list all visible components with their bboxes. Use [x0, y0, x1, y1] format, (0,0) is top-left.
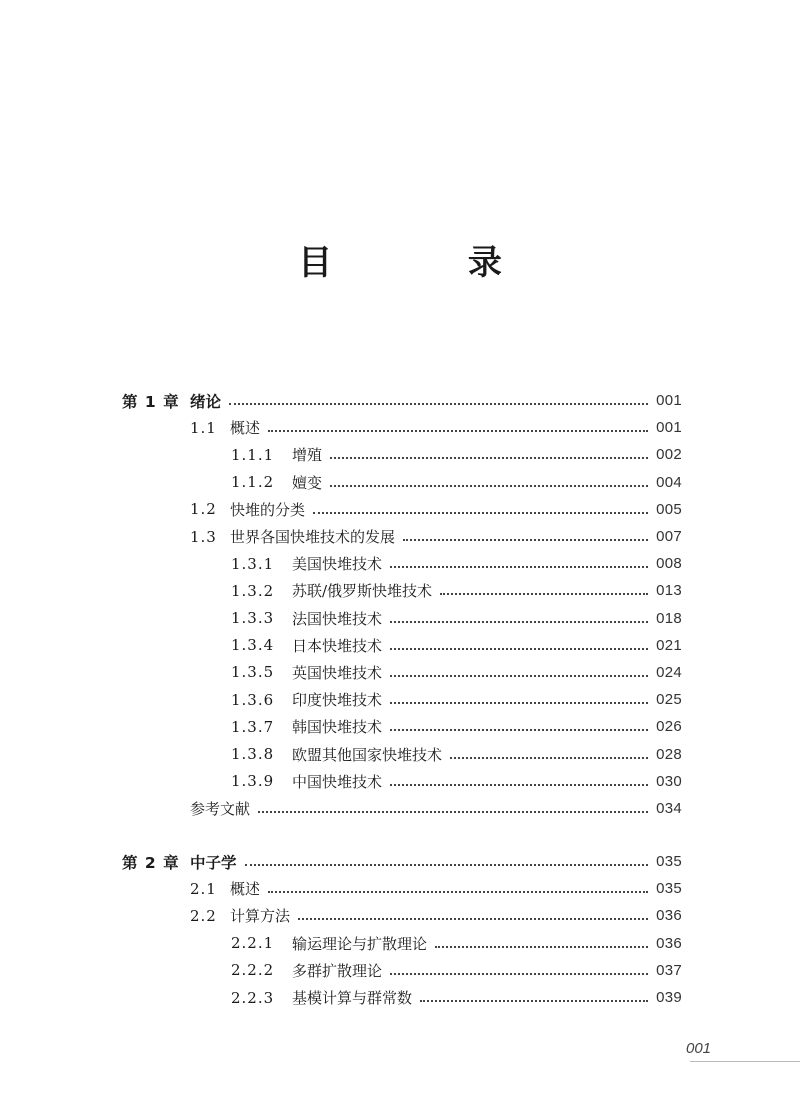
dot-leader: [268, 429, 648, 432]
dot-leader: [390, 620, 648, 623]
toc-page-number: 002: [656, 446, 682, 464]
toc-page-number: 018: [656, 609, 682, 627]
toc-subsection[interactable]: [122, 768, 682, 795]
toc-number: 1.2: [190, 500, 217, 519]
toc-title: 法国快堆技术: [292, 609, 383, 628]
toc-page-number: 025: [656, 691, 682, 709]
dot-leader: [390, 783, 648, 786]
toc-number: 1.3.9: [231, 772, 275, 791]
toc-title: 多群扩散理论: [292, 961, 383, 980]
toc-number: 1.3.5: [231, 663, 275, 682]
toc-title: 快堆的分类: [230, 500, 306, 519]
dot-leader: [298, 917, 648, 920]
toc-title: 日本快堆技术: [292, 636, 383, 655]
toc-page-number: 035: [656, 853, 682, 871]
toc-page-number: 001: [656, 419, 682, 437]
toc-page-number: 007: [656, 528, 682, 546]
toc-section[interactable]: [122, 875, 682, 902]
toc-page-number: 039: [656, 989, 682, 1007]
dot-leader: [313, 511, 648, 514]
dot-leader: [268, 890, 648, 893]
dot-leader: [390, 674, 648, 677]
toc-title: 参考文献: [190, 799, 251, 818]
toc-page-number: 021: [656, 636, 682, 654]
toc-page-number: 034: [656, 799, 682, 817]
toc-number: 2.2: [190, 906, 217, 925]
toc-section[interactable]: [122, 496, 682, 523]
toc-title: 中子学: [190, 853, 237, 872]
toc-title: 美国快堆技术: [292, 555, 383, 574]
toc-title: 韩国快堆技术: [292, 718, 383, 737]
dot-leader: [390, 728, 648, 731]
toc-page-number: 028: [656, 745, 682, 763]
toc-number: 2.2.1: [231, 934, 275, 953]
toc-subsection[interactable]: [122, 659, 682, 686]
toc-section[interactable]: [122, 902, 682, 929]
toc-title: 增殖: [292, 446, 323, 465]
toc-number: 1.1.2: [231, 473, 275, 492]
toc-chapter[interactable]: [122, 848, 682, 875]
toc-number: 1.3.2: [231, 581, 275, 600]
toc-number: 1.3.1: [231, 554, 275, 573]
toc-title: 嬗变: [292, 473, 323, 492]
toc-title: 绪论: [190, 392, 222, 411]
dot-leader: [229, 402, 648, 405]
toc-number: 1.1.1: [231, 445, 275, 464]
dot-leader: [245, 863, 648, 866]
dot-leader: [420, 999, 648, 1002]
dot-leader: [390, 972, 648, 975]
toc-page-number: 024: [656, 663, 682, 681]
toc-title: 计算方法: [230, 907, 291, 926]
dot-leader: [440, 592, 648, 595]
dot-leader: [450, 756, 648, 759]
toc-section[interactable]: [122, 414, 682, 441]
toc-number: 2.2.3: [231, 988, 275, 1007]
dot-leader: [390, 647, 648, 650]
dot-leader: [330, 484, 648, 487]
toc-subsection[interactable]: [122, 441, 682, 468]
toc-page-number: 005: [656, 500, 682, 518]
toc-subsection[interactable]: [122, 605, 682, 632]
toc-subsection[interactable]: [122, 632, 682, 659]
toc-page-number: 035: [656, 880, 682, 898]
toc-page-number: 013: [656, 582, 682, 600]
dot-leader: [258, 810, 648, 813]
toc-page-number: 036: [656, 934, 682, 952]
toc-references[interactable]: [122, 795, 682, 822]
toc-subsection[interactable]: [122, 930, 682, 957]
toc-number: 1.3: [190, 527, 217, 546]
dot-leader: [390, 701, 648, 704]
toc-title: 英国快堆技术: [292, 663, 383, 682]
toc-page-number: 030: [656, 772, 682, 790]
page-title: 目 录: [298, 243, 564, 283]
toc-title: 概述: [230, 419, 261, 438]
toc-subsection[interactable]: [122, 984, 682, 1011]
toc-section[interactable]: [122, 523, 682, 550]
toc-number: 2.2.2: [231, 961, 275, 980]
toc-subsection[interactable]: [122, 686, 682, 713]
toc-number: 1.3.3: [231, 609, 275, 628]
toc-title: 欧盟其他国家快堆技术: [292, 745, 443, 764]
toc-subsection[interactable]: [122, 577, 682, 604]
toc-number: 1.3.7: [231, 717, 275, 736]
toc-number: 2.1: [190, 879, 217, 898]
dot-leader: [403, 538, 648, 541]
toc-chapter[interactable]: [122, 387, 682, 414]
toc-subsection[interactable]: [122, 957, 682, 984]
toc-number: 第 1 章: [122, 392, 180, 411]
toc-subsection[interactable]: [122, 740, 682, 767]
toc-page-number: 001: [656, 392, 682, 410]
toc-title: 世界各国快堆技术的发展: [230, 528, 396, 547]
toc-number: 第 2 章: [122, 853, 180, 872]
toc-title: 基模计算与群常数: [292, 989, 413, 1008]
toc-subsection[interactable]: [122, 550, 682, 577]
toc-title: 印度快堆技术: [292, 691, 383, 710]
toc-page-number: 026: [656, 718, 682, 736]
toc-number: 1.1: [190, 418, 217, 437]
toc-subsection[interactable]: [122, 713, 682, 740]
toc-number: 1.3.6: [231, 690, 275, 709]
dot-leader: [435, 945, 648, 948]
toc-page-number: 037: [656, 961, 682, 979]
toc-number: 1.3.4: [231, 636, 275, 655]
toc-title: 中国快堆技术: [292, 772, 383, 791]
toc-title: 概述: [230, 880, 261, 899]
toc-page-number: 036: [656, 907, 682, 925]
toc-page-number: 004: [656, 473, 682, 491]
toc-title: 输运理论与扩散理论: [292, 934, 428, 953]
table-of-contents: [122, 387, 682, 1011]
page-number: 001: [686, 1040, 712, 1057]
footer-rule: [690, 1061, 800, 1062]
toc-page-number: 008: [656, 555, 682, 573]
dot-leader: [390, 565, 648, 568]
toc-title: 苏联/俄罗斯快堆技术: [292, 582, 433, 601]
dot-leader: [330, 456, 648, 459]
toc-subsection[interactable]: [122, 469, 682, 496]
toc-number: 1.3.8: [231, 745, 275, 764]
